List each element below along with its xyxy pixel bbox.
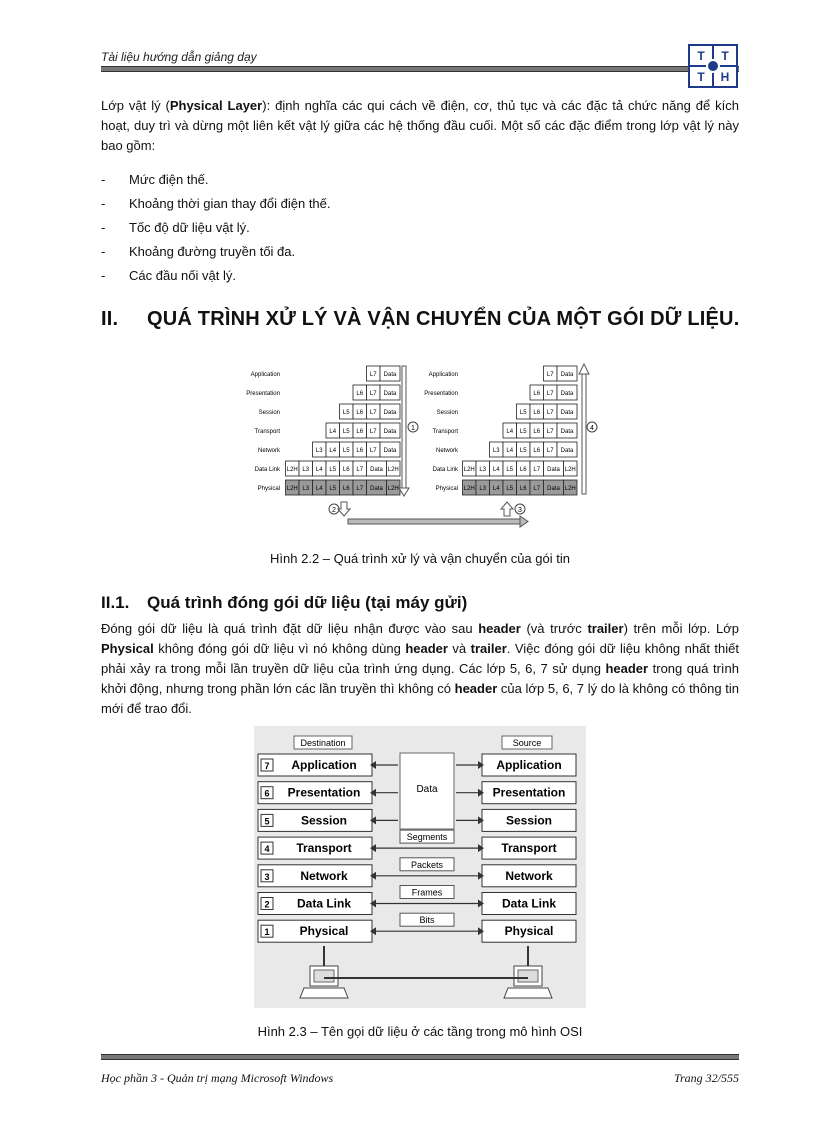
layer-label: Network [435, 448, 458, 454]
dest-layer-name: Application [291, 758, 357, 772]
pdu-cell-label: L5 [329, 486, 337, 492]
pdu-cell-label: L2H [286, 486, 298, 492]
pdu-cell-label: L6 [356, 410, 364, 416]
step-label: 2 [332, 507, 336, 514]
step-label: 4 [590, 425, 594, 432]
pdu-cell-label: L5 [519, 429, 527, 435]
src-layer-name: Transport [501, 841, 557, 856]
dest-layer-number: 6 [264, 788, 270, 799]
pdu-cell-label: Data [560, 372, 574, 378]
pdu-cell-label: L6 [519, 467, 527, 473]
pdu-cell-label: L2H [387, 486, 399, 492]
pdu-cell-label: Data [383, 372, 397, 378]
layer-label: Transport [254, 429, 280, 435]
source-label: Source [512, 738, 542, 748]
section-heading: II. QUÁ TRÌNH XỬ LÝ VÀ VẬN CHUYỂN CỦA MỘT GÓI DỮ LIỆU. [101, 308, 740, 330]
pdu-cell-label: L4 [492, 467, 500, 473]
dest-layer-number: 7 [264, 761, 270, 771]
pdu-cell-label: Data [370, 486, 383, 492]
list-item: - Các đầu nối vật lý. [101, 264, 701, 288]
pdu-cell-label: Data [383, 391, 397, 397]
pdu-cell-label: L6 [533, 391, 541, 397]
pdu-cell-label: L6 [533, 410, 541, 416]
pdu-cell-label: L2H [286, 467, 298, 473]
pdu-name: Packets [410, 859, 444, 870]
dest-layer-name: Transport [296, 841, 352, 856]
layer-label: Network [257, 448, 280, 454]
pdu-cell-label: Data [547, 467, 560, 473]
dest-layer-number: 1 [264, 927, 270, 938]
physical-features-list [101, 168, 701, 288]
footer-course-title: Học phần 3 - Quản trị mạng Microsoft Windows [101, 1071, 334, 1085]
pdu-name: Bits [419, 915, 435, 926]
logo-letter: T [690, 67, 712, 86]
pdu-cell-label: L5 [506, 467, 514, 473]
pdu-cell-label: L6 [356, 448, 364, 454]
subsection-heading: II.1. Quá trình đóng gói dữ liệu (tại máy gửi) [101, 593, 468, 612]
logo-center-icon [706, 59, 720, 73]
src-layer-name: Network [505, 868, 553, 883]
pdu-cell-label: Data [560, 410, 574, 416]
layer-label: Physical [435, 486, 458, 492]
pdu-cell-label: L2H [463, 467, 475, 473]
pdu-cell-label: Data [370, 467, 383, 473]
pdu-cell-label: Data [383, 410, 397, 416]
src-layer-name: Presentation [492, 785, 566, 800]
pdu-cell-label: L7 [356, 467, 364, 473]
dest-layer-number: 2 [264, 899, 270, 910]
pdu-cell-label: Data [560, 391, 574, 397]
pdu-cell-label: L3 [492, 448, 500, 454]
footer-rule [101, 1054, 739, 1060]
list-item: - Mức điện thế. [101, 168, 701, 192]
pdu-cell-label: L7 [546, 391, 554, 397]
pdu-cell-label: L2H [564, 467, 576, 473]
page-number: Trang 32/555 [673, 1071, 739, 1085]
intro-paragraph: Lớp vật lý (Physical Layer): định nghĩa các qui cách về điện, cơ, thủ tục và các đặc tả chức năng để kích hoạt, duy trì và dừng một liên kết vật lý giữa các hệ thống đầu cuối. Một số các đặc điểm trong lớp vật lý này bao gồm: [101, 98, 739, 153]
pdu-cell-label: L3 [479, 467, 487, 473]
pdu-cell-label: L6 [342, 486, 350, 492]
layer-label: Session [436, 410, 458, 416]
ttth-logo [688, 44, 738, 88]
encapsulation-paragraph: Đóng gói dữ liệu là quá trình đặt dữ liệu nhận được vào sau header (và trước trailer) trên mỗi lớp. Lớp Physical không đóng gói dữ liệu vì nó không dùng header và trailer. Việc đóng gói dữ liệu không nhất thiết phải xảy ra trong mỗi lần truyền dữ liệu của trình ứng dụng. Các lớp 5, 6, 7 sử dụng header trong quá trình khởi động, nhưng trong phần lớn các lần truyền thì không có header của lớp 5, 6, 7 lý do là không có thông tin mới để trao đổi. [101, 621, 740, 716]
pdu-cell-label: L3 [302, 467, 310, 473]
pdu-cell-label: Data [547, 486, 560, 492]
sender-stack [246, 366, 400, 495]
layer-label: Presentation [246, 391, 280, 397]
layer-label: Physical [257, 486, 280, 492]
dest-layer-name: Physical [299, 924, 349, 939]
list-item: - Khoảng thời gian thay đổi điện thế. [101, 192, 701, 216]
pdu-cell-label: Data [560, 429, 574, 435]
down-small-arrow [338, 502, 350, 516]
dest-layer-number: 3 [264, 871, 270, 882]
pdu-cell-label: L5 [342, 429, 350, 435]
src-layer-name: Data Link [501, 896, 557, 911]
pdu-cell-label: L5 [506, 486, 514, 492]
list-item: - Khoảng đường truyền tối đa. [101, 240, 701, 264]
logo-letter: H [714, 67, 736, 86]
dest-layer-name: Presentation [287, 785, 361, 800]
pdu-cell-label: L7 [546, 429, 554, 435]
pdu-cell-label: L7 [369, 372, 377, 378]
pdu-cell-label: L7 [546, 410, 554, 416]
pdu-cell-label: L6 [342, 467, 350, 473]
pdu-cell-label: L7 [369, 391, 377, 397]
pdu-cell-label: L4 [329, 448, 337, 454]
list-item: - Tốc độ dữ liệu vật lý. [101, 216, 701, 240]
pdu-cell-label: L7 [533, 486, 541, 492]
data-label: Data [416, 784, 438, 795]
pdu-cell-label: L7 [369, 448, 377, 454]
figure-2-2-caption: Hình 2.2 – Quá trình xử lý và vận chuyển của gói tin [270, 551, 570, 566]
document-header-title: Tài liệu hướng dẫn giảng dạy [101, 50, 257, 64]
pdu-cell-label: L4 [506, 429, 514, 435]
pdu-cell-label: L7 [546, 372, 554, 378]
layer-label: Session [258, 410, 280, 416]
step-label: 3 [518, 507, 522, 514]
pdu-cell-label: Data [383, 448, 397, 454]
pdu-cell-label: L7 [533, 467, 541, 473]
destination-label: Destination [300, 738, 346, 748]
pdu-cell-label: L7 [369, 429, 377, 435]
dest-layer-name: Data Link [296, 896, 352, 911]
pdu-cell-label: L5 [519, 410, 527, 416]
pdu-cell-label: L7 [546, 448, 554, 454]
pdu-cell-label: Data [383, 429, 397, 435]
pdu-cell-label: L5 [342, 448, 350, 454]
pdu-name: Segments [406, 832, 448, 843]
dest-layer-number: 4 [264, 844, 270, 855]
pdu-cell-label: Data [560, 448, 574, 454]
encapsulation-figure [240, 362, 600, 530]
pdu-cell-label: L2H [463, 486, 475, 492]
pdu-name: Frames [411, 887, 443, 898]
osi-pdu-figure [254, 726, 586, 1008]
pdu-cell-label: L4 [315, 486, 323, 492]
pdu-cell-label: L4 [315, 467, 323, 473]
pdu-cell-label: L6 [533, 448, 541, 454]
pdu-cell-label: L3 [479, 486, 487, 492]
pdu-cell-label: L4 [329, 429, 337, 435]
logo-letter: T [714, 46, 736, 65]
header-rule [101, 66, 739, 72]
pdu-cell-label: L5 [519, 448, 527, 454]
src-layer-name: Session [505, 813, 553, 828]
step-label: 1 [411, 425, 415, 432]
pdu-cell-label: L7 [369, 410, 377, 416]
src-layer-name: Physical [504, 924, 554, 939]
layer-label: Transport [432, 429, 458, 435]
pdu-cell-label: L5 [329, 467, 337, 473]
layer-label: Data Link [432, 467, 458, 473]
pdu-cell-label: L6 [356, 429, 364, 435]
up-arrow [582, 374, 586, 494]
figure-2-3-caption: Hình 2.3 – Tên gọi dữ liệu ở các tầng trong mô hình OSI [257, 1024, 583, 1039]
pdu-cell-label: L6 [533, 429, 541, 435]
transmission-arrow [348, 519, 520, 524]
layer-label: Application [250, 372, 280, 378]
pdu-cell-label: L3 [315, 448, 323, 454]
pdu-cell-label: L2H [387, 467, 399, 473]
pdu-cell-label: L7 [356, 486, 364, 492]
pdu-cell-label: L6 [356, 391, 364, 397]
pdu-cell-label: L4 [506, 448, 514, 454]
src-layer-name: Application [496, 758, 562, 772]
dest-layer-name: Session [300, 813, 348, 828]
pdu-cell-label: L4 [492, 486, 500, 492]
down-arrow [402, 366, 406, 488]
receiver-stack [424, 366, 577, 495]
dest-layer-name: Network [300, 868, 348, 883]
layer-label: Application [428, 372, 458, 378]
layer-label: Data Link [254, 467, 280, 473]
layer-label: Presentation [424, 391, 458, 397]
pdu-cell-label: L5 [342, 410, 350, 416]
up-small-arrow [501, 502, 513, 516]
pdu-cell-label: L6 [519, 486, 527, 492]
dest-layer-number: 5 [264, 816, 270, 827]
pdu-cell-label: L3 [302, 486, 310, 492]
pdu-cell-label: L2H [564, 486, 576, 492]
logo-letter: T [690, 46, 712, 65]
